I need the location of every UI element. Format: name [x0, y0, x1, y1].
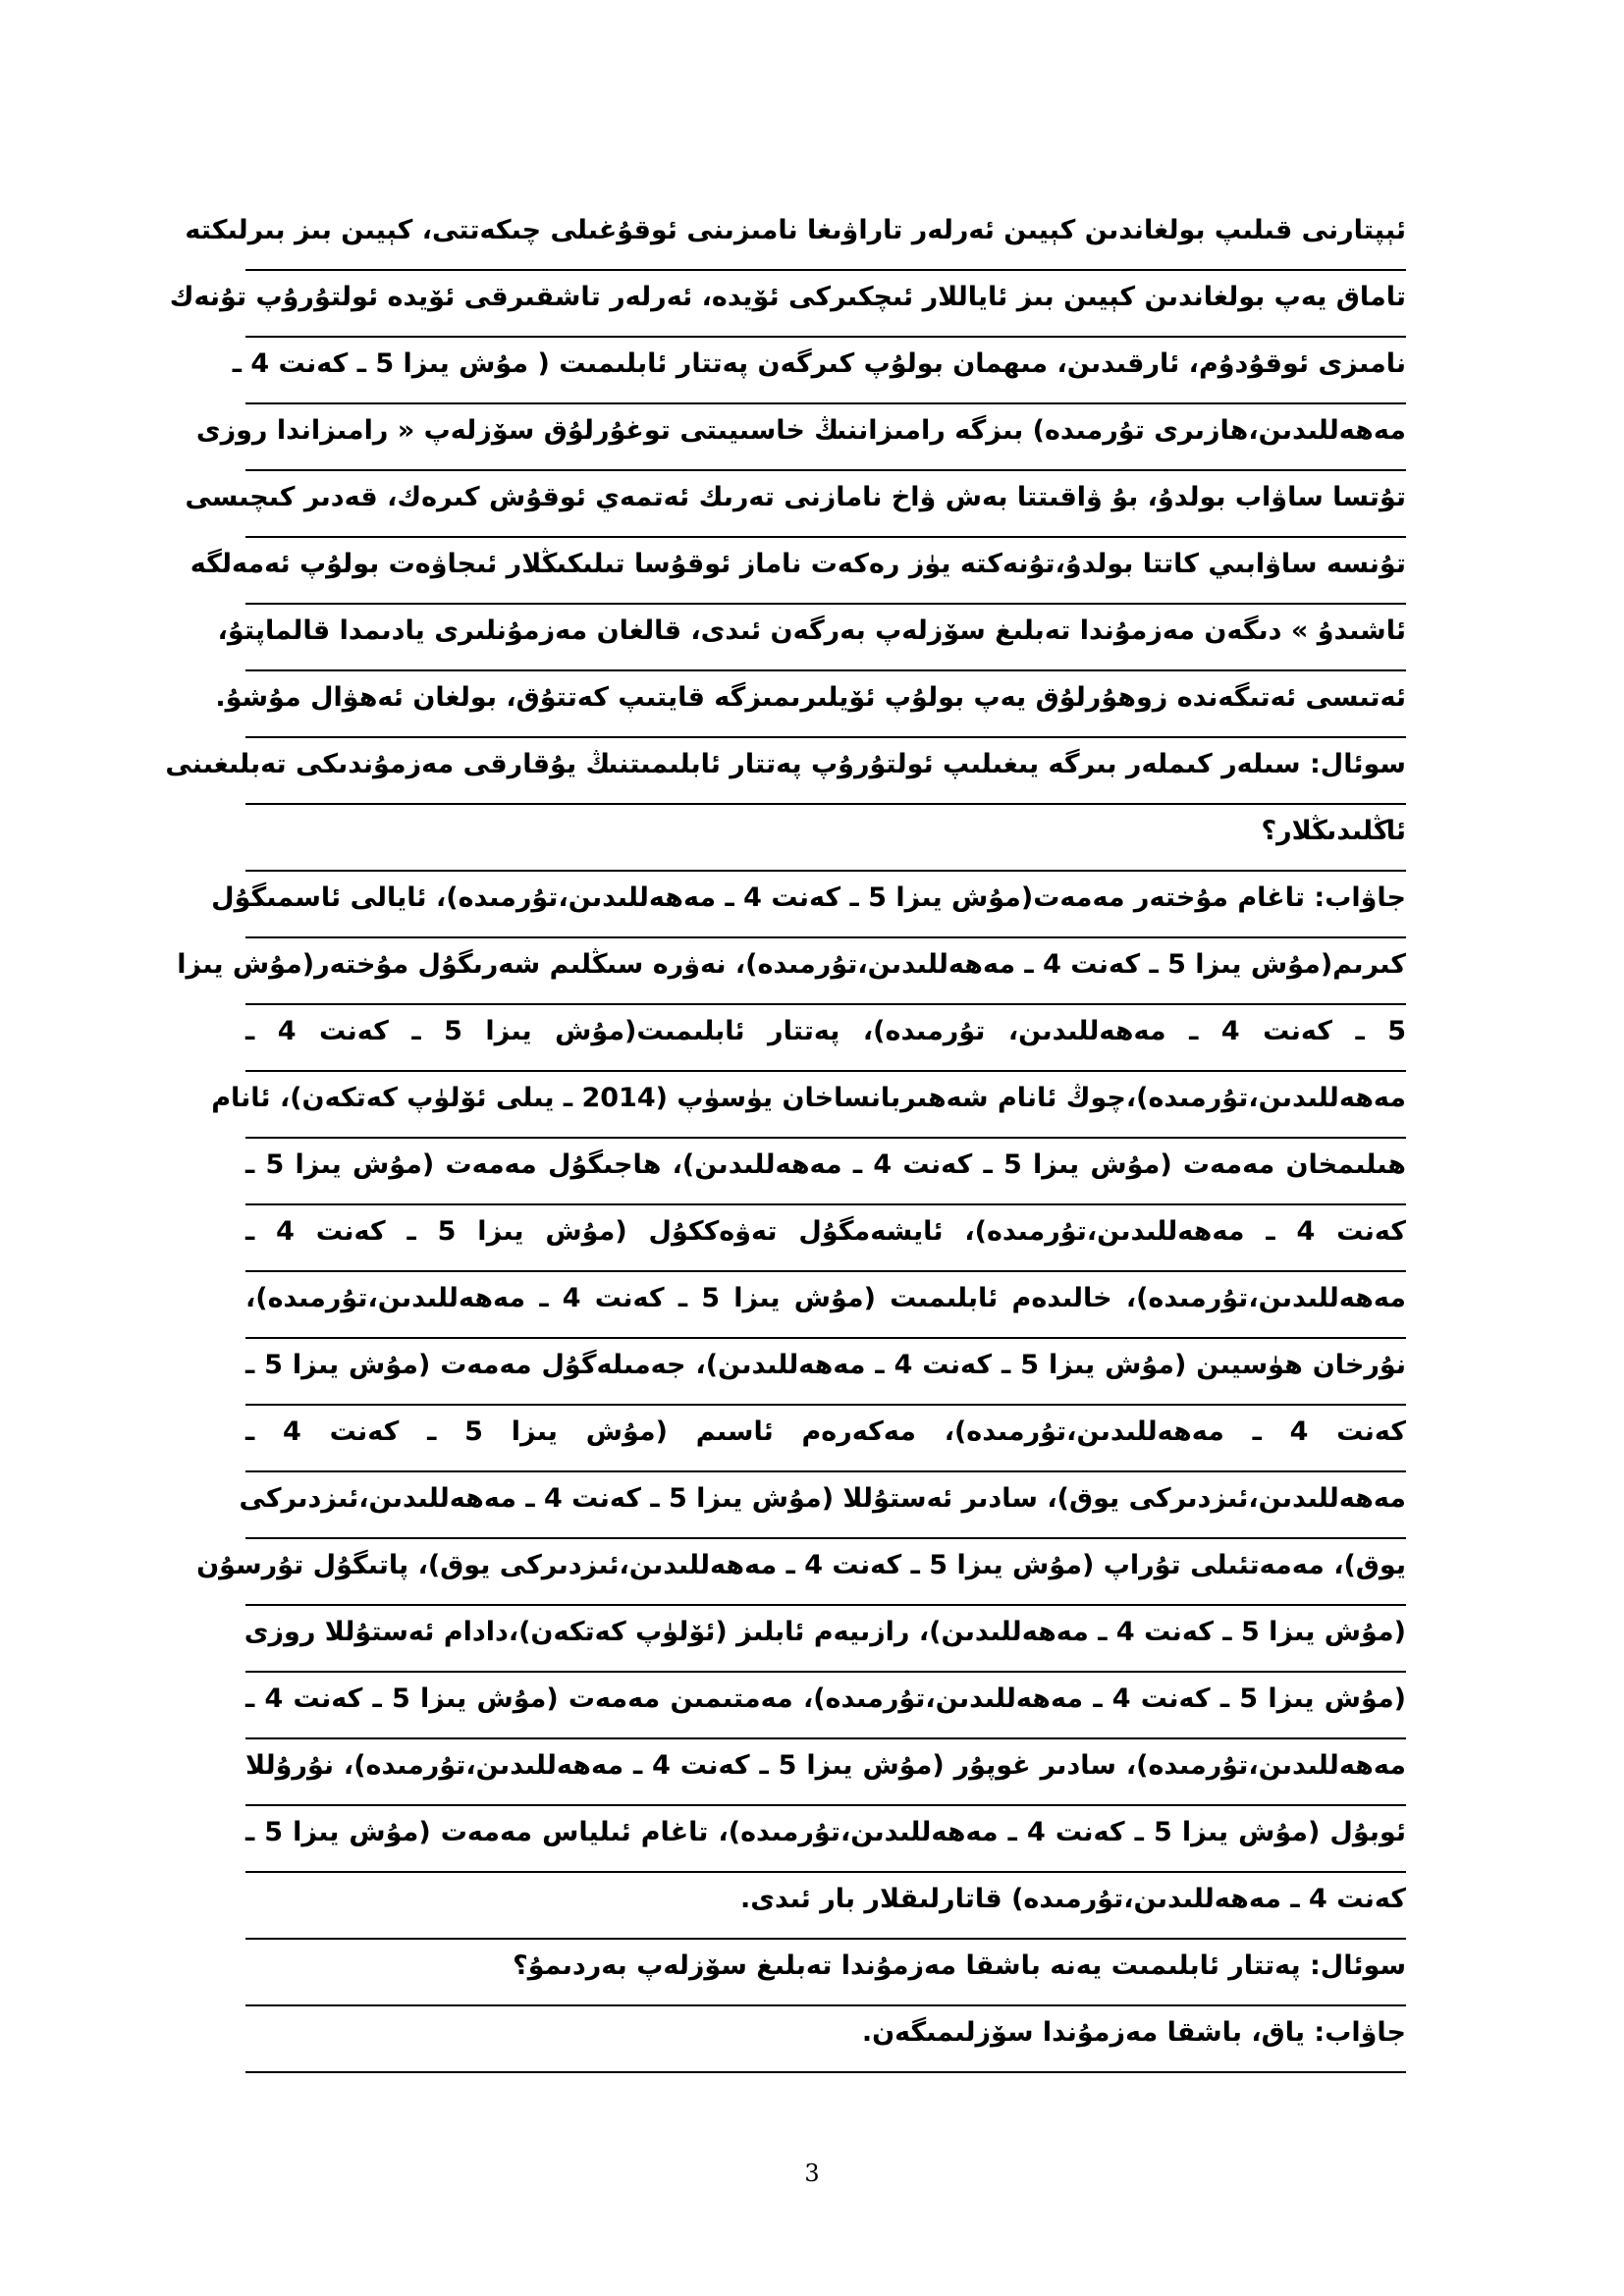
answer-line: 5 ـ كەنت 4 ـ مەھەللىدىن، تۇرمىدە)، پەتتار ئابلىمىت(مۇش يىزا 5 ـ كەنت 4 ـ [245, 1005, 1406, 1072]
answer-line: يوق)، مەمەتئىلى تۇراپ (مۇش يىزا 5 ـ كەنت 4 ـ مەھەللىدىن،ئىزدىركى يوق)، پاتىگۇل تۇرسۇن [245, 1539, 1406, 1606]
answer-line: مەھەللىدىن،ئىزدىركى يوق)، سادىر ئەستۇللا (مۇش يىزا 5 ـ كەنت 4 ـ مەھەللىدىن،ئىزدىركى [245, 1472, 1406, 1539]
answer-line: كەنت 4 ـ مەھەللىدىن،تۇرمىدە)، ئايشەمگۇل تەۋەككۇل (مۇش يىزا 5 ـ كەنت 4 ـ [245, 1205, 1406, 1272]
answer-line: مەھەللىدىن،تۇرمىدە)، سادىر غوپۇر (مۇش يىزا 5 ـ كەنت 4 ـ مەھەللىدىن،تۇرمىدە)، نۇرۇللا [245, 1739, 1406, 1806]
answer-line: (مۇش يىزا 5 ـ كەنت 4 ـ مەھەللىدىن)، رازىيەم ئابلىز (ئۆلۈپ كەتكەن)،دادام ئەستۇللا روزى [245, 1606, 1406, 1673]
answer-line: كەنت 4 ـ مەھەللىدىن،تۇرمىدە)، مەكەرەم ئاسىم (مۇش يىزا 5 ـ كەنت 4 ـ [245, 1406, 1406, 1472]
page-number: 3 [804, 2160, 820, 2187]
text-line: ئەتىسى ئەتىگەندە زوھۇرلۇق يەپ بولۇپ ئۆيلىرىمىزگە قايتىپ كەتتۇق، بولغان ئەھۋال مۇشۇ. [245, 671, 1406, 738]
answer-line: ئوبۇل (مۇش يىزا 5 ـ كەنت 4 ـ مەھەللىدىن،تۇرمىدە)، تاغام ئىلياس مەمەت (مۇش يىزا 5 ـ [245, 1806, 1406, 1873]
text-line: نامىزى ئوقۇدۇم، ئارقىدىن، مىھمان بولۇپ كىرگەن پەتتار ئابلىمىت ( مۇش يىزا 5 ـ كەنت 4 ـ [245, 338, 1406, 404]
text-line: ئاشىدۇ » دىگەن مەزمۇندا تەبلىغ سۆزلەپ بەرگەن ئىدى، قالغان مەزمۇنلىرى يادىمدا قالماپتۇ، [245, 605, 1406, 671]
text-line: ئېپتارنى قىلىپ بولغاندىن كېيىن ئەرلەر تاراۋىغا نامىزىنى ئوقۇغىلى چىكەتتى، كېيىن بىز بىرلىكتە [245, 204, 1406, 271]
question-line: سوئال: سىلەر كىملەر بىرگە يىغىلىپ ئولتۇرۇپ پەتتار ئابلىمىتنىڭ يۇقارقى مەزمۇندىكى تەبلىغىنى [245, 738, 1406, 805]
answer-line: جاۋاب: ياق، باشقا مەزمۇندا سۆزلىمىگەن. [245, 2006, 1406, 2073]
text-line: تۇنسە ساۋابىي كاتتا بولدۇ،تۇنەكتە يۈز رەكەت ناماز ئوقۇسا تىلىكىڭلار ئىجاۋەت بولۇپ ئەمەلگە [245, 538, 1406, 605]
answer-line: جاۋاب: تاغام مۇختەر مەمەت(مۇش يىزا 5 ـ كەنت 4 ـ مەھەللىدىن،تۇرمىدە)، ئايالى ئاسمىگۇل [245, 872, 1406, 938]
question-line: ئاڭلىدىڭلار؟ [245, 805, 1406, 872]
text-line: تۇتسا ساۋاب بولدۇ، بۇ ۋاقىتتا بەش ۋاخ نامازنى تەرىك ئەتمەي ئوقۇش كىرەك، قەدىر كىچىسى [245, 471, 1406, 538]
answer-line: مەھەللىدىن،تۇرمىدە)، خالىدەم ئابلىمىت (مۇش يىزا 5 ـ كەنت 4 ـ مەھەللىدىن،تۇرمىدە)، [245, 1272, 1406, 1339]
answer-line: نۇرخان ھۈسيىن (مۇش يىزا 5 ـ كەنت 4 ـ مەھەللىدىن)، جەمىلەگۇل مەمەت (مۇش يىزا 5 ـ [245, 1339, 1406, 1406]
answer-line: كىرىم(مۇش يىزا 5 ـ كەنت 4 ـ مەھەللىدىن،تۇرمىدە)، نەۋرە سىڭلىم شەرىگۇل مۇختەر(مۇش يىزا [245, 938, 1406, 1005]
answer-line: ھىلىمخان مەمەت (مۇش يىزا 5 ـ كەنت 4 ـ مەھەللىدىن)، ھاجىگۇل مەمەت (مۇش يىزا 5 ـ [245, 1139, 1406, 1205]
answer-line: مەھەللىدىن،تۇرمىدە)،چوڭ ئانام شەھىربانساخان يۈسۈپ (2014 ـ يىلى ئۆلۈپ كەتكەن)، ئانام [245, 1072, 1406, 1139]
text-block [165, 204, 1406, 2073]
question-line: سوئال: پەتتار ئابلىمىت يەنە باشقا مەزمۇندا تەبلىغ سۆزلەپ بەردىمۇ؟ [245, 1940, 1406, 2006]
text-line: تاماق يەپ بولغاندىن كېيىن بىز ئاياللار ئىچكىركى ئۆيدە، ئەرلەر تاشقىرقى ئۆيدە ئولتۇرۇپ تۇنەك [245, 271, 1406, 338]
answer-line: كەنت 4 ـ مەھەللىدىن،تۇرمىدە) قاتارلىقلار بار ئىدى. [245, 1873, 1406, 1940]
answer-line: (مۇش يىزا 5 ـ كەنت 4 ـ مەھەللىدىن،تۇرمىدە)، مەمتىمىن مەمەت (مۇش يىزا 5 ـ كەنت 4 ـ [245, 1673, 1406, 1739]
text-line: مەھەللىدىن،ھازىرى تۇرمىدە) بىزگە رامىزاننىڭ خاسىيىتى توغۇرلۇق سۆزلەپ « رامىزاندا روزى [245, 404, 1406, 471]
